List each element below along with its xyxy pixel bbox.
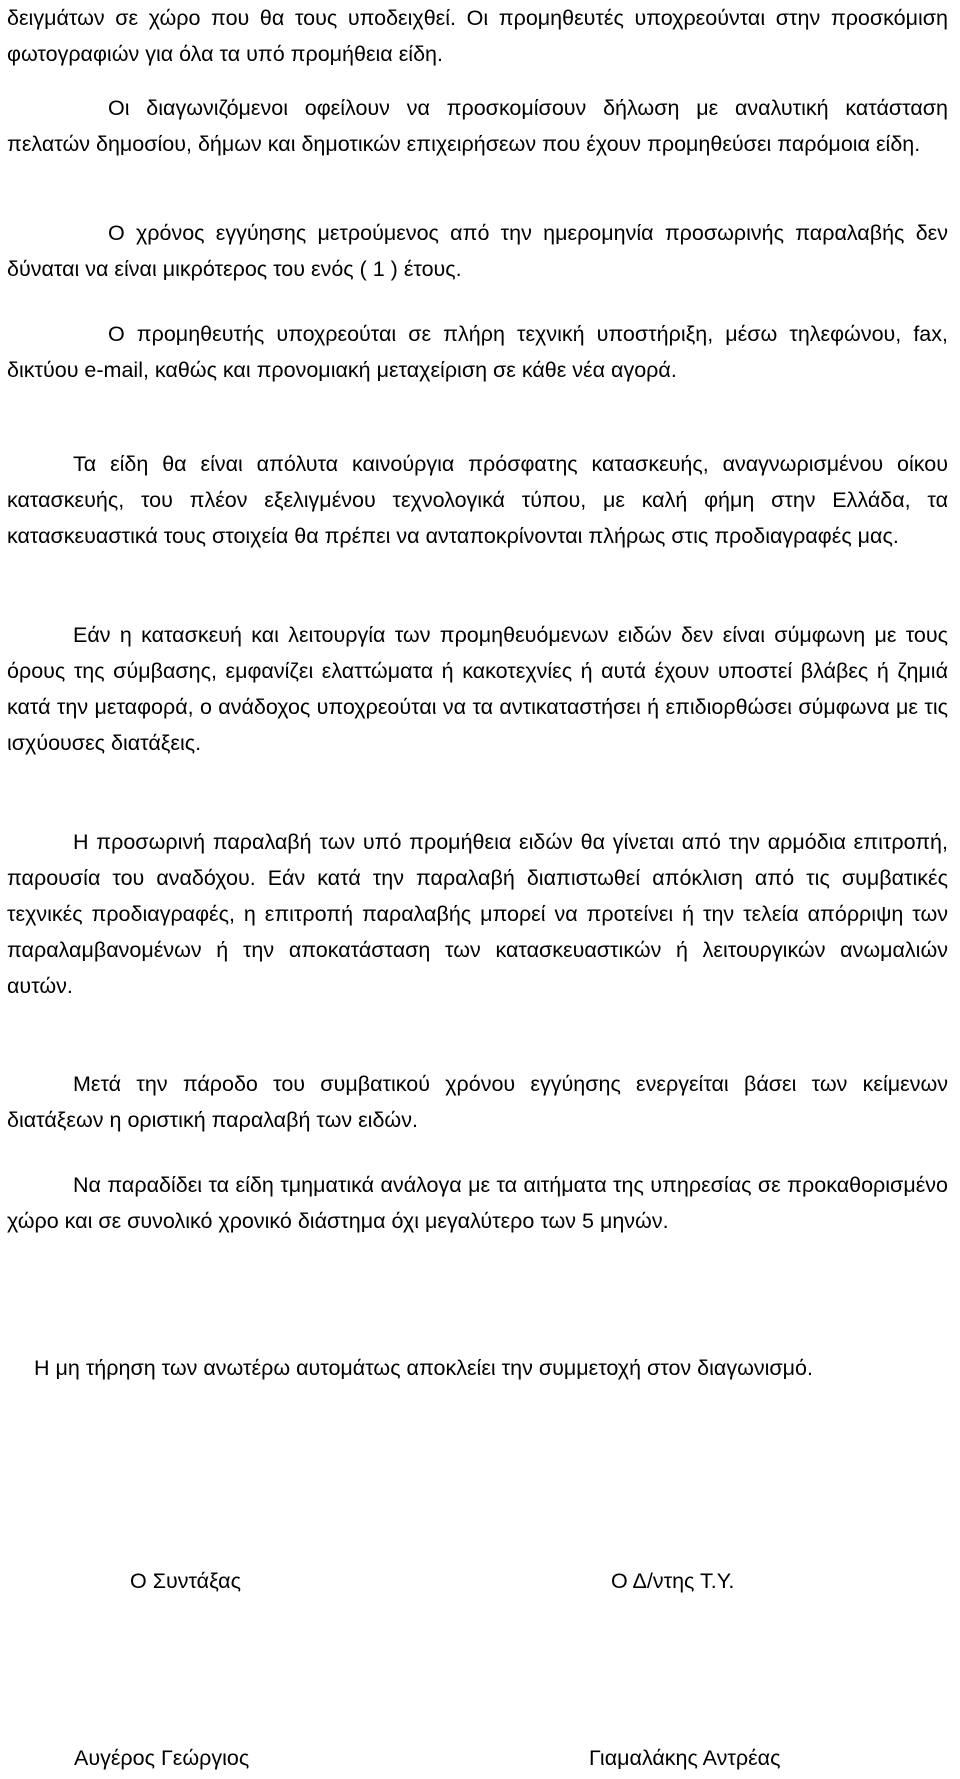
paragraph-warranty-period: Ο χρόνος εγγύησης μετρούμενος από την ημερομηνία προσωρινής παραλαβής δεν δύναται να είναι μικρότερος του ενός ( 1 ) έτους. <box>7 221 948 281</box>
paragraph-client-list: Οι διαγωνιζόμενοι οφείλουν να προσκομίσουν δήλωση με αναλυτική κατάσταση πελατών δημοσίου, δήμων και δημοτικών επιχειρήσεων που έχουν προμηθεύσει παρόμοια είδη. <box>7 96 948 156</box>
paragraph-defect-replacement: Εάν η κατασκευή και λειτουργία των προμηθευόμενων ειδών δεν είναι σύμφωνη με τους όρους της σύμβασης, εμφανίζει ελαττώματα ή κακοτεχνίες ή αυτά έχουν υποστεί βλάβες ή ζημιά κατά την μεταφορά, ο ανάδοχος υποχρεούται να τα αντικαταστήσει ή επιδιορθώσει σύμφωνα με τις ισχύουσες διατάξεις. <box>7 623 948 755</box>
paragraph-exclusion-clause: Η μη τήρηση των ανωτέρω αυτομάτως αποκλείει την συμμετοχή στον διαγωνισμό. <box>34 1356 813 1380</box>
signature-name-director: Γιαμαλάκης Αντρέας <box>589 1746 781 1770</box>
paragraph-product-quality: Τα είδη θα είναι απόλυτα καινούργια πρόσφατης κατασκευής, αναγνωρισμένου οίκου κατασκευής, του πλέον εξελιγμένου τεχνολογικά τύπου, με καλή φήμη στην Ελλάδα, τα κατασκευαστικά τους στοιχεία θα πρέπει να ανταποκρίνονται πλήρως στις προδιαγραφές μας. <box>7 452 948 548</box>
signature-title-director: Ο Δ/ντης Τ.Υ. <box>611 1569 735 1593</box>
paragraph-final-acceptance: Μετά την πάροδο του συμβατικού χρόνου εγγύησης ενεργείται βάσει των κείμενων διατάξεων η οριστική παραλαβή των ειδών. <box>7 1072 948 1132</box>
signature-name-author: Αυγέρος Γεώργιος <box>74 1746 250 1770</box>
paragraph-technical-support: Ο προμηθευτής υποχρεούται σε πλήρη τεχνική υποστήριξη, μέσω τηλεφώνου, fax, δικτύου e-mail, καθώς και προνομιακή μεταχείριση σε κάθε νέα αγορά. <box>7 322 948 382</box>
paragraph-delivery-schedule: Να παραδίδει τα είδη τμηματικά ανάλογα με τα αιτήματα της υπηρεσίας σε προκαθορισμένο χώρο και σε συνολικό χρονικό διάστημα όχι μεγαλύτερο των 5 μηνών. <box>7 1173 948 1233</box>
paragraph-provisional-acceptance: Η προσωρινή παραλαβή των υπό προμήθεια ειδών θα γίνεται από την αρμόδια επιτροπή, παρουσία του αναδόχου. Εάν κατά την παραλαβή διαπιστωθεί απόκλιση από τις συμβατικές τεχνικές προδιαγραφές, η επιτροπή παραλαβής μπορεί να προτείνει ή την τελεία απόρριψη των παραλαμβανομένων ή την αποκατάσταση των κατασκευαστικών ή λειτουργικών ανωμαλιών αυτών. <box>7 830 948 998</box>
signature-title-author: Ο Συντάξας <box>130 1569 241 1593</box>
paragraph-samples-photos: δειγμάτων σε χώρο που θα τους υποδειχθεί. Οι προμηθευτές υποχρεούνται στην προσκόμιση φωτογραφιών για όλα τα υπό προμήθεια είδη. <box>7 6 948 66</box>
